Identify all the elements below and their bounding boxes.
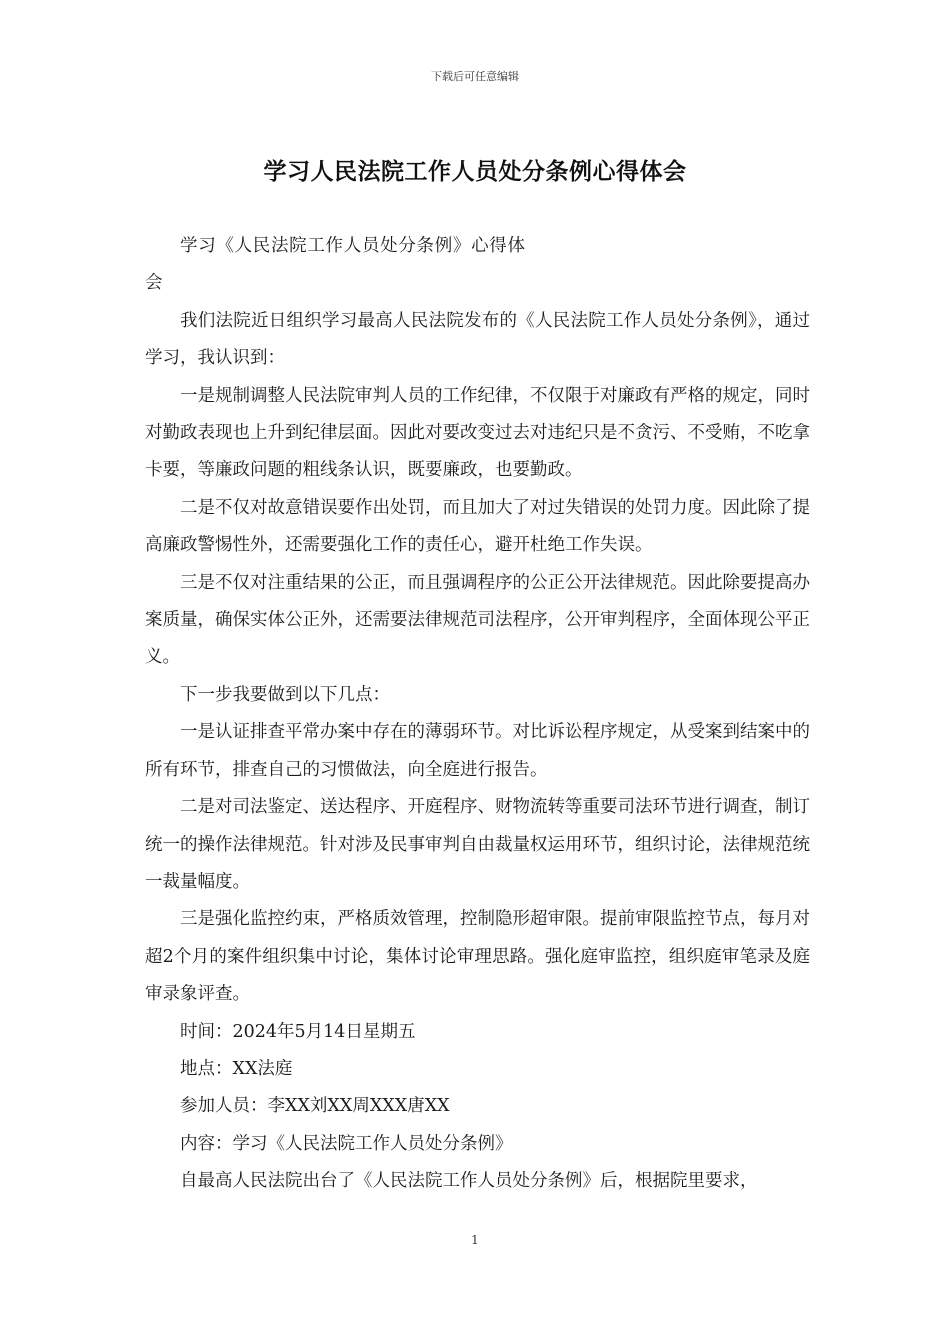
document-body [145,228,810,1201]
paragraph: 自最高人民法院出台了《人民法院工作人员处分条例》后，根据院里要求， [180,1171,758,1192]
paragraph: 二是对司法鉴定、送达程序、开庭程序、财物流转等重要司法环节进行调查，制订统一的操作法律规范。针对涉及民事审判自由裁量权运用环节，组织讨论，法律规范统一裁量幅度。 [145,797,810,892]
paragraph: 一是规制调整人民法院审判人员的工作纪律，不仅限于对廉政有严格的规定，同时对勤政表现也上升到纪律层面。因此对要改变过去对违纪只是不贪污、不受贿，不吃拿卡要，等廉政问题的粗线条认识，既要廉政，也要勤政。 [145,385,810,481]
paragraph: 下一步我要做到以下几点： [180,684,390,705]
paragraph: 我们法院近日组织学习最高人民法院发布的《人民法院工作人员处分条例》，通过学习，我认识到： [145,310,810,369]
meeting-content: 内容：学习《人民法院工作人员处分条例》 [180,1133,513,1154]
paragraph: 三是不仅对注重结果的公正，而且强调程序的公正公开法律规范。因此除要提高办案质量，确保实体公正外，还需要法律规范司法程序，公开审判程序，全面体现公平正义。 [145,572,810,668]
meeting-time: 时间：2024年5月14日星期五 [180,1021,416,1042]
paragraph: 二是不仅对故意错误要作出处罚，而且加大了对过失错误的处罚力度。因此除了提高廉政警惕性外，还需要强化工作的责任心，避开杜绝工作失误。 [145,497,810,556]
header-note: 下载后可任意编辑 [431,70,519,83]
meeting-location: 地点：XX法庭 [180,1058,293,1079]
meeting-attendees: 参加人员：李XX刘XX周XXX唐XX [180,1096,450,1117]
page-number: 1 [471,1233,479,1247]
paragraph: 一是认证排查平常办案中存在的薄弱环节。对比诉讼程序规定，从受案到结案中的所有环节，排查自己的习惯做法，向全庭进行报告。 [145,722,810,780]
paragraph: 三是强化监控约束，严格质效管理，控制隐形超审限。提前审限监控节点，每月对超2个月的案件组织集中讨论，集体讨论审理思路。强化庭审监控，组织庭审笔录及庭审录象评查。 [145,909,810,1005]
subtitle: 学习《人民法院工作人员处分条例》心得体会 [145,236,525,294]
document-title: 学习人民法院工作人员处分条例心得体会 [263,159,687,185]
